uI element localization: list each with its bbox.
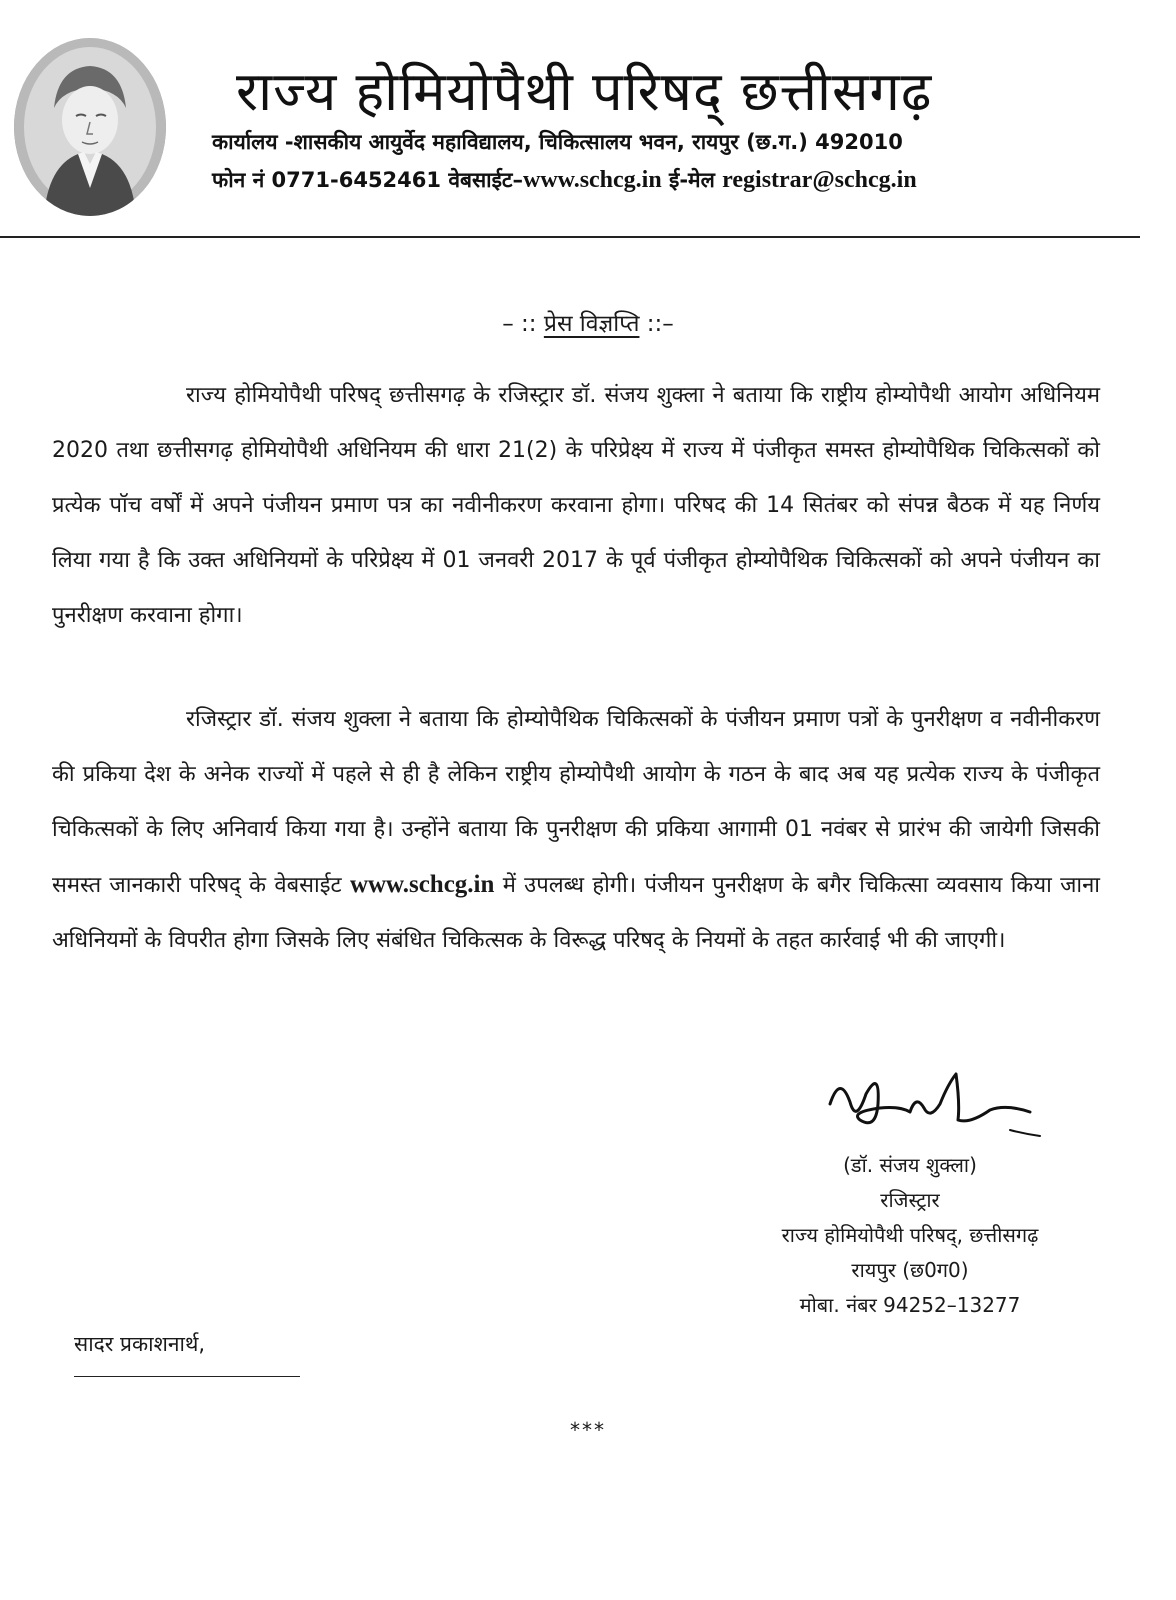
paragraph-2-text (52, 692, 1100, 968)
contact-line (212, 166, 1152, 194)
header-divider (0, 236, 1140, 238)
signatory-mobile: मोबा. नंबर 94252–13277 (799, 1293, 1021, 1317)
end-mark: *** (570, 1418, 606, 1442)
paragraph-1-text: राज्य होमियोपैथी परिषद् छत्तीसगढ़ के रजिस्ट्रार डॉ. संजय शुक्ला ने बताया कि राष्ट्रीय होम्योपैथी आयोग अधिनियम 2020 तथा छत्तीसगढ़ होमियोपैथी अधिनियम की धारा 21(2) के परिप्रेक्ष्य में राज्य में पंजीकृत समस्त होम्योपैथिक चिकित्सकों को प्रत्येक पॉच वर्षों में अपने पंजीयन प्रमाण पत्र का नवीनीकरण करवाना होगा। परिषद की 14 सितंबर को संपन्न बैठक में यह निर्णय लिया गया है कि उक्त अधिनियमों के परिप्रेक्ष्य में 01 जनवरी 2017 के पूर्व पंजीकृत होम्योपैथिक चिकित्सकों को अपने पंजीयन का पुनरीक्षण करवाना होगा। (52, 383, 1100, 628)
organization-title: राज्य होमियोपैथी परिषद् छत्तीसगढ़ (236, 60, 933, 123)
press-release-heading (0, 306, 1176, 338)
paragraph-2-part-1: रजिस्ट्रार डॉ. संजय शुक्ला ने बताया कि होम्योपैथिक चिकित्सकों के पंजीयन प्रमाण पत्रों के पुनरीक्षण व नवीनीकरण की प्रकिया देश के अनेक राज्यों में पहले से ही है लेकिन राष्ट्रीय होम्योपैथी आयोग के गठन के बाद अब यह प्रत्येक राज्य के पंजीकृत चिकित्सकों के लिए अनिवार्य किया गया है। उन्होंने बताया कि पुनरीक्षण की प्रकिया आगामी 01 नवंबर से प्रारंभ की जायेगी जिसकी समस्त जानकारी परिषद् के वेबसाईट (52, 707, 1100, 898)
email-link[interactable]: registrar@schcg.in (722, 167, 917, 193)
heading-left-mark: – :: (502, 311, 544, 337)
phone-number: फोन नं 0771-6452461 वेबसाईट– (212, 168, 524, 192)
website-link[interactable]: www.schcg.in (523, 167, 662, 193)
body-paragraph-2 (52, 692, 1100, 968)
handwritten-signature (820, 1064, 1050, 1144)
publication-underline (74, 1376, 300, 1377)
heading-right-mark: ::– (639, 311, 674, 337)
heading-title: प्रेस विज्ञप्ति (543, 311, 640, 337)
paragraph-2-part-2: में उपलब्ध होगी। पंजीयन पुनरीक्षण के बगैर चिकित्सा व्यवसाय किया जाना अधिनियमों के विपरीत होगा जिसके लिए संबंधित चिकित्सक के विरूद्ध परिषद् के नियमों के तहत कार्रवाई भी की जाएगी। (52, 873, 1101, 953)
office-address: कार्यालय -शासकीय आयुर्वेद महाविद्यालय, चिकित्सालय भवन, रायपुर (छ.ग.) 492010 (212, 130, 903, 154)
signatory-city: रायपुर (छ0ग0) (851, 1258, 969, 1282)
founder-portrait-image (14, 38, 166, 216)
signatory-name: (डॉ. संजय शुक्ला) (843, 1153, 977, 1177)
for-publication-note: सादर प्रकाशनार्थ, (74, 1332, 206, 1356)
signatory-block (730, 1148, 1090, 1323)
email-label: ई-मेल (661, 168, 723, 192)
body-paragraph-1 (52, 368, 1100, 643)
signatory-organization: राज्य होमियोपैथी परिषद्, छत्तीसगढ़ (781, 1223, 1039, 1247)
signatory-designation: रजिस्ट्रार (880, 1188, 940, 1212)
paragraph-2-website[interactable]: www.schcg.in (349, 871, 495, 898)
